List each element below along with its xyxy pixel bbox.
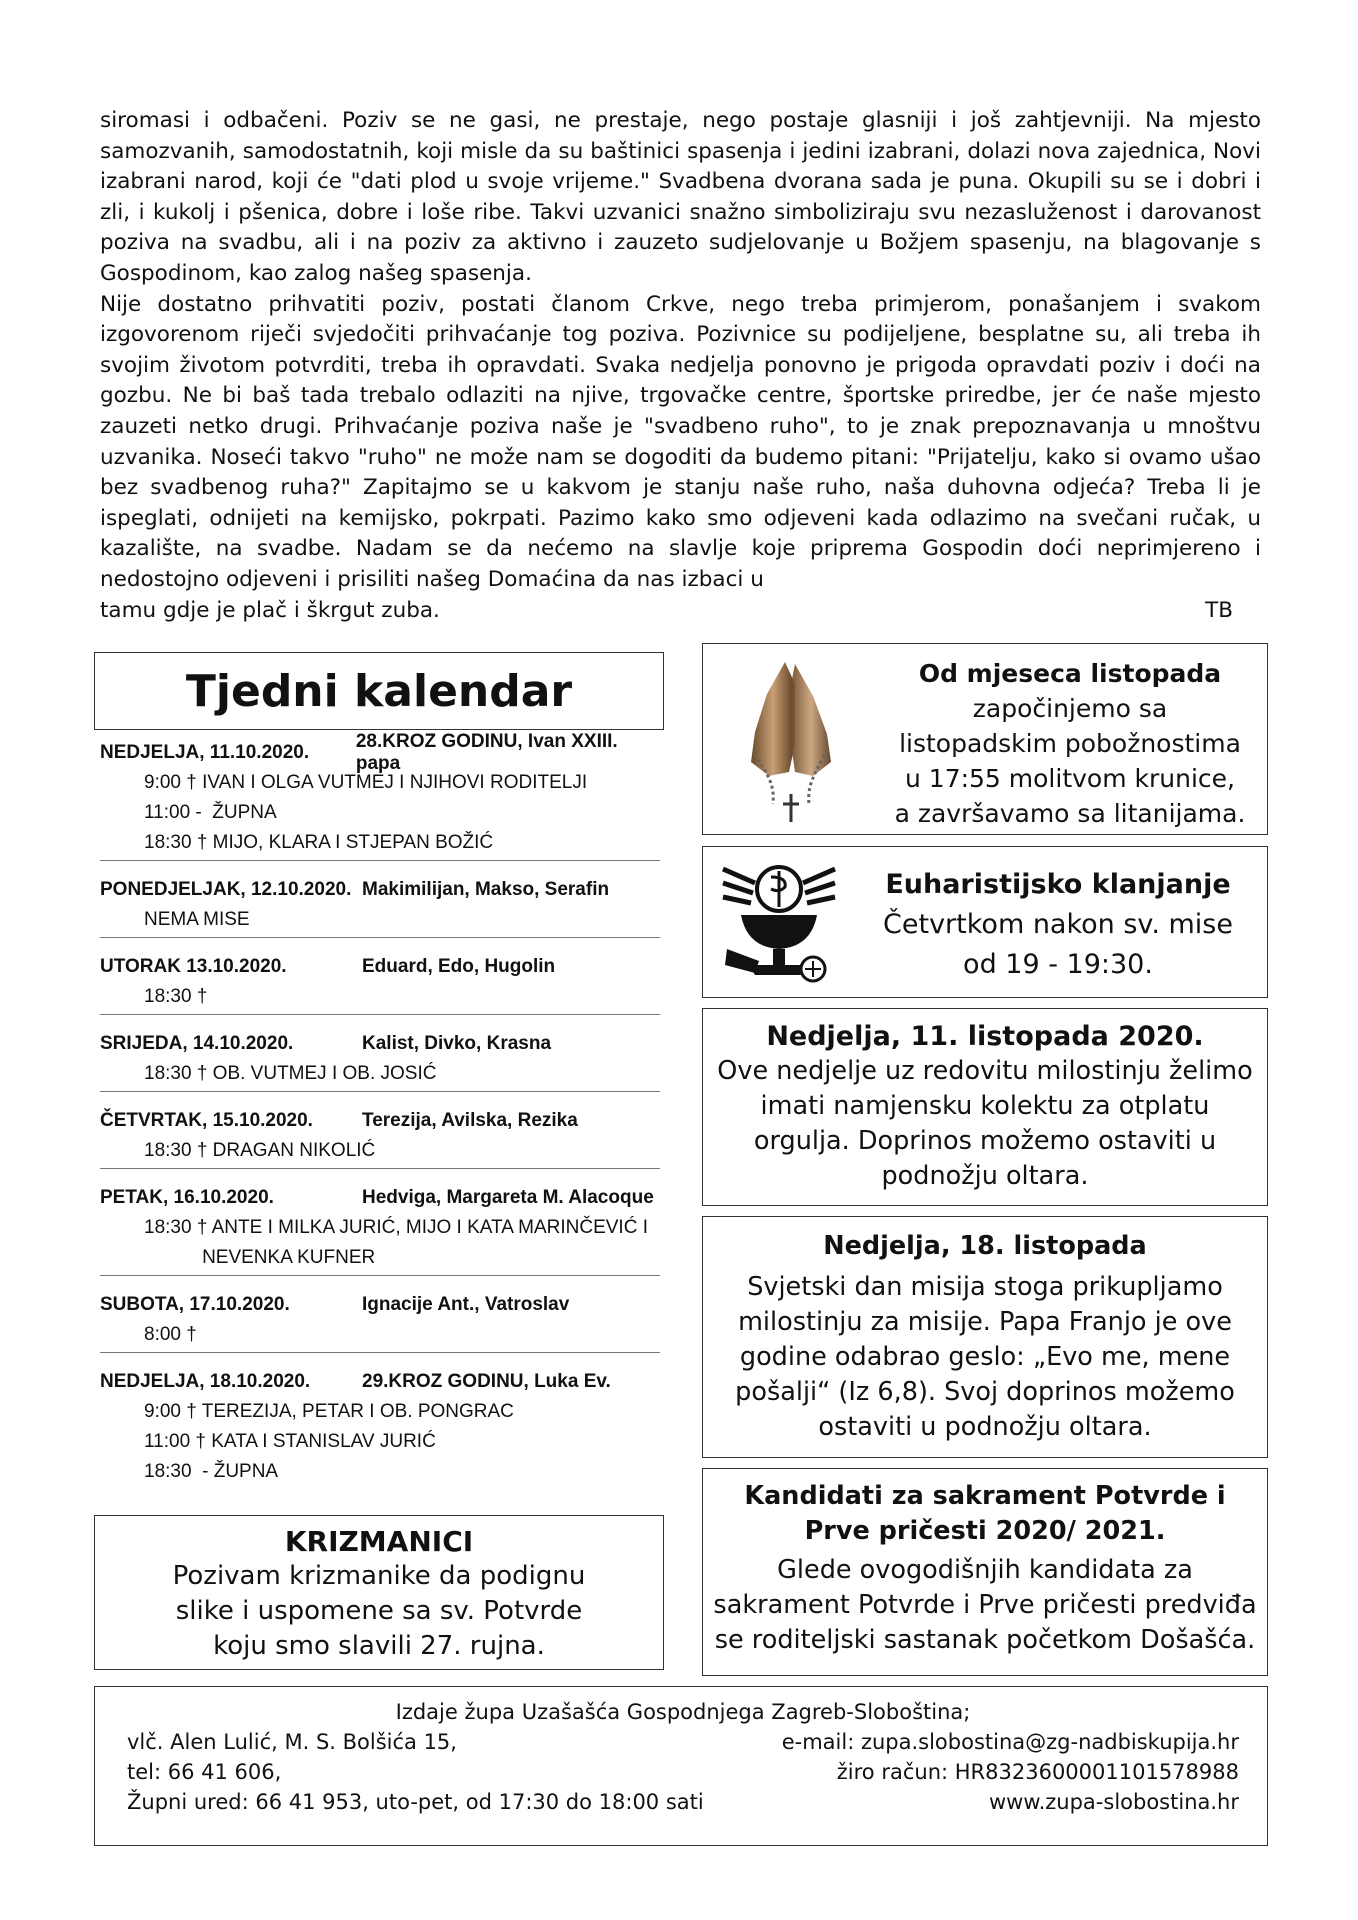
mass-entry: 18:30 † DRAGAN NIKOLIĆ [144, 1140, 376, 1161]
calendar-date: PETAK, 16.10.2020. [100, 1187, 274, 1208]
website-link[interactable]: www.zupa-slobostina.hr [989, 1790, 1239, 1814]
mass-entry: 11:00 † KATA I STANISLAV JURIĆ [144, 1431, 436, 1452]
calendar-title: Tjedni kalendar [185, 665, 573, 717]
calendar-day-header [100, 1106, 660, 1136]
calendar-day [100, 1290, 660, 1353]
calendar-day-header [100, 731, 660, 774]
sunday-18-line: milostinju za misije. Papa Franjo je ove [738, 1307, 1232, 1337]
sunday-11-line: Ove nedjelje uz redovitu milostinju želimo [717, 1056, 1253, 1086]
calendar-date: PONEDJELJAK, 12.10.2020. [100, 879, 352, 900]
calendar-day [100, 1029, 660, 1092]
mass-entry: 11:00 - ŽUPNA [144, 802, 277, 823]
calendar-saint: Hedviga, Margareta M. Alacoque [362, 1187, 654, 1208]
calendar-saint: Terezija, Avilska, Rezika [362, 1110, 578, 1131]
krizmanici-title: KRIZMANICI [284, 1525, 474, 1558]
praying-hands-rosary-icon [715, 654, 865, 826]
calendar-day [100, 1183, 660, 1276]
adoration-line: od 19 - 19:30. [963, 949, 1153, 980]
calendar-saint: Ignacije Ant., Vatroslav [362, 1294, 570, 1315]
email-link[interactable]: e-mail: zupa.slobostina@zg-nadbiskupija.hr [781, 1730, 1239, 1754]
sunday-11-box [702, 1008, 1268, 1206]
calendar-saint: 29.KROZ GODINU, Luka Ev. [362, 1371, 611, 1392]
mass-entry: 18:30 † OB. VUTMEJ I OB. JOSIĆ [144, 1063, 437, 1084]
calendar-day [100, 1367, 660, 1489]
adoration-title: Euharistijsko klanjanje [885, 869, 1231, 900]
calendar-date: UTORAK 13.10.2020. [100, 956, 287, 977]
sunday-11-line: imati namjensku kolektu za otplatu [760, 1091, 1210, 1121]
krizmanici-line: koju smo slavili 27. rujna. [213, 1631, 545, 1661]
mass-entry: 18:30 † ANTE I MILKA JURIĆ, MIJO I KATA MARINČEVIĆ I [144, 1217, 648, 1238]
candidates-box [702, 1468, 1268, 1676]
calendar-saint: Kalist, Divko, Krasna [362, 1033, 552, 1054]
calendar-title-box [94, 652, 664, 730]
candidates-title: Prve pričesti 2020/ 2021. [804, 1516, 1166, 1546]
article-ending [100, 596, 1261, 627]
calendar-day-header [100, 1029, 660, 1059]
phone-number: tel: 66 41 606, [127, 1760, 282, 1784]
author-initials: TB [1205, 597, 1233, 623]
calendar-day [100, 952, 660, 1015]
sunday-11-line: orgulja. Doprinos možemo ostaviti u [753, 1126, 1217, 1156]
mass-entry: 8:00 † [144, 1324, 197, 1345]
article-paragraph-2: Nije dostatno prihvatiti poziv, postati članom Crkve, nego treba primjerom, ponašanjem i svakom izgovorenom riječi svjedočiti prihvaćanje tog poziva. Pozivnice su podijeljene, besplatne su, ali treba ih svojim životom potvrditi, treba ih opravdati. Svaka nedjelja ponovno je prigoda opravdati poziv i doći na gozbu. Ne bi baš tada trebalo odlaziti na njive, trgovačke centre, športske priredbe, jer će naše mjesto zauzeti netko drugi. Prihvaćanje poziva naše je "svadbeno ruho", to je znak prepoznavanja u mnoštvu uzvanika. Noseći takvo "ruho" ne može nam se dogoditi da budemo pitani: "Prijatelju, kako si ovamo ušao bez svadbenog ruha?" Zapitajmo se u kakvom je stanju naše ruho, naša duhovna odjeća? Treba li je ispeglati, odnijeti na kemijsko, pokrpati. Pazimo kako smo odjeveni kada odlazimo na svečani ručak, u kazalište, na svadbe. Nadam se da nećemo na slavlje koje priprema Gospodin doći neprimjereno i nedostojno odjeveni i prisiliti našeg Domaćina da nas izbaci u [100, 291, 1261, 592]
article-paragraph-1: siromasi i odbačeni. Poziv se ne gasi, ne prestaje, nego postaje glasniji i još zahtjevniji. Na mjesto samozvanih, samodostatnih, koji misle da su baštinici spasenja i jedini izabrani, dolazi nova zajednica, Novi izabrani narod, koji će "dati plod u svoje vrijeme." Svadbena dvorana sada je puna. Okupili su se i dobri i zli, i kukolj i pšenica, dobre i loše ribe. Takvi uzvanici snažno simboliziraju svu nezasluženost i darovanost poziva na svadbu, ali i na poziv za aktivno i zauzeto sudjelovanje u Božjem spasenju, na blagovanje s Gospodinom, kao zalog našeg spasenja. [100, 108, 1261, 286]
calendar-date: ČETVRTAK, 15.10.2020. [100, 1110, 313, 1131]
calendar-saint: 28.KROZ GODINU, Ivan XXIII. papa [355, 731, 618, 774]
rosary-line: započinjemo sa [972, 694, 1168, 723]
rosary-line: a završavamo sa litanijama. [894, 799, 1246, 828]
calendar-day-header [100, 1183, 660, 1213]
mass-entry: 9:00 † TEREZIJA, PETAR I OB. PONGRAC [144, 1401, 514, 1422]
krizmanici-line: Pozivam krizmanike da podignu [172, 1561, 586, 1591]
candidates-line: sakrament Potvrde i Prve pričesti predviđa [713, 1590, 1257, 1620]
candidates-line: Glede ovogodišnjih kandidata za [777, 1555, 1193, 1585]
candidates-title: Kandidati za sakrament Potvrde i [744, 1481, 1226, 1511]
publisher-footer [94, 1686, 1268, 1846]
office-hours: Župni ured: 66 41 953, uto-pet, od 17:30 do 18:00 sati [127, 1790, 704, 1814]
calendar-day [100, 875, 660, 938]
article-last-line: tamu gdje je plač i škrgut zuba. [100, 597, 440, 623]
calendar-day-header [100, 952, 660, 982]
calendar-saint: Eduard, Edo, Hugolin [362, 956, 556, 977]
bank-account: žiro račun: HR8323600001101578988 [836, 1760, 1239, 1784]
calendar-day [100, 1106, 660, 1169]
calendar-date: NEDJELJA, 11.10.2020. [100, 742, 310, 763]
publisher-line: Izdaje župa Uzašašća Gospodnjega Zagreb-Sloboština; [395, 1700, 971, 1724]
calendar-day [100, 731, 660, 861]
krizmanici-box [94, 1515, 664, 1670]
article-text [100, 106, 1261, 626]
mass-entry: 18:30 † MIJO, KLARA I STJEPAN BOŽIĆ [144, 832, 494, 853]
sunday-18-title: Nedjelja, 18. listopada [823, 1231, 1147, 1261]
priest-address: vlč. Alen Lulić, M. S. Bolšića 15, [127, 1730, 457, 1754]
chalice-host-icon [719, 861, 839, 987]
mass-entry: 18:30 - ŽUPNA [144, 1461, 279, 1482]
calendar-day-header [100, 875, 660, 905]
calendar-day-header [100, 1290, 660, 1320]
calendar-date: NEDJELJA, 18.10.2020. [100, 1371, 311, 1392]
krizmanici-line: slike i uspomene sa sv. Potvrde [175, 1596, 583, 1626]
sunday-18-line: godine odabrao geslo: „Evo me, mene [739, 1342, 1231, 1372]
sunday-11-line: podnožju oltara. [881, 1161, 1089, 1191]
sunday-18-line: ostaviti u podnožju oltara. [818, 1412, 1152, 1442]
adoration-box [702, 846, 1268, 998]
sunday-18-line: Svjetski dan misija stoga prikupljamo [747, 1272, 1223, 1302]
candidates-line: se roditeljski sastanak početkom Došašća. [714, 1625, 1256, 1655]
mass-entry: NEVENKA KUFNER [144, 1247, 376, 1268]
calendar-date: SRIJEDA, 14.10.2020. [100, 1033, 294, 1054]
rosary-box [702, 643, 1268, 835]
calendar-day-header [100, 1367, 660, 1397]
rosary-line: u 17:55 molitvom krunice, [905, 764, 1235, 793]
sunday-18-line: pošalji“ (Iz 6,8). Svoj doprinos možemo [735, 1377, 1235, 1407]
mass-entry: 9:00 † IVAN I OLGA VUTMEJ I NJIHOVI RODITELJI [144, 772, 588, 793]
mass-entry: NEMA MISE [144, 909, 250, 930]
mass-entry: 18:30 † [144, 986, 208, 1007]
rosary-line: listopadskim pobožnostima [899, 729, 1241, 758]
calendar-saint: Makimilijan, Makso, Serafin [362, 879, 610, 900]
sunday-18-box [702, 1216, 1268, 1458]
sunday-11-title: Nedjelja, 11. listopada 2020. [766, 1021, 1204, 1052]
adoration-line: Četvrtkom nakon sv. mise [883, 909, 1233, 940]
rosary-title: Od mjeseca listopada [918, 659, 1222, 688]
calendar-date: SUBOTA, 17.10.2020. [100, 1294, 290, 1315]
weekly-calendar [100, 731, 660, 1503]
